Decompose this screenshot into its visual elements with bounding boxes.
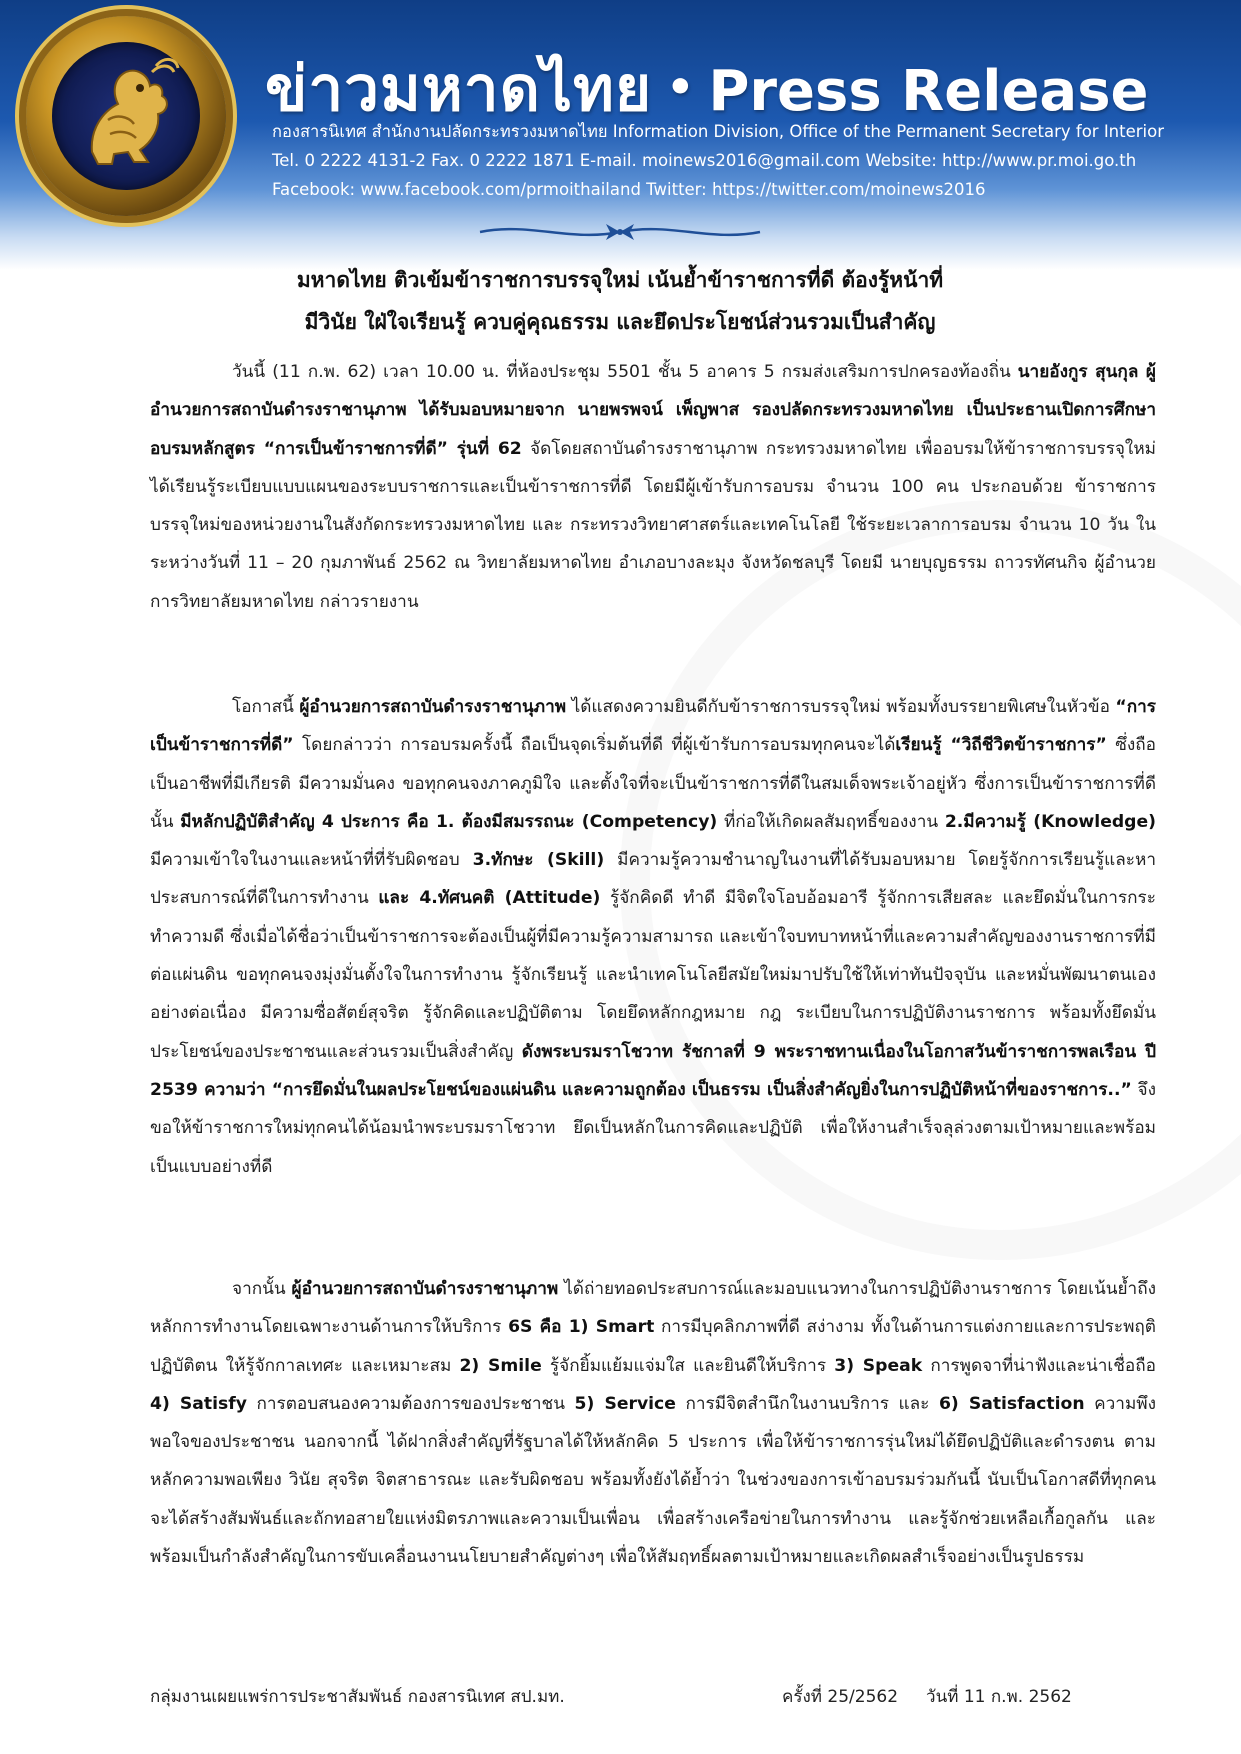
bold-span: และ 4.ทัศนคติ (Attitude): [378, 888, 601, 909]
text-span: จึงขอให้ข้าราชการใหม่ทุกคนได้น้อมนำพระบรมราโชวาท ยึดเป็นหลักในการคิดและปฏิบัติ เพื่อให้งานสำเร็จลุล่วงตามเป้าหมายและพร้อมเป็นแบบอย่างที่ดี: [150, 1079, 1156, 1177]
text-span: จัดโดยสถาบันดำรงราชานุภาพ กระทรวงมหาดไทย เพื่ออบรมให้ข้าราชการบรรจุใหม่ได้เรียนรู้ระเบียบแบบแผนของระบบราชการและเป็นข้าราชการที่ดี โดยมีผู้เข้ารับการอบรม จำนวน 100 คน ประกอบด้วย ข้าราชการบรรจุใหม่ของหน่วยงานในสังกัดกระทรวงมหาดไทย และ กระทรวงวิทยาศาสตร์และเทคโนโลยี ใช้ระยะเวลาการอบรม จำนวน 10 วัน ในระหว่างวันที่ 11 – 20 กุมภาพันธ์ 2562 ณ วิทยาลัยมหาดไทย อำเภอบางละมุง จังหวัดชลบุรี โดยมี นายบุญธรรม ถาวรทัศนกิจ ผู้อำนวยการวิทยาลัยมหาดไทย กล่าวรายงาน: [150, 438, 1156, 612]
text-span: ที่ก่อให้เกิดผลสัมฤทธิ์ของงาน: [717, 811, 945, 832]
text-span: การมีจิตสำนึกในงานบริการ และ: [675, 1393, 939, 1414]
contact-line: Tel. 0 2222 4131-2 Fax. 0 2222 1871 E-mail. moinews2016@gmail.com Website: http://www.pr.moi.go.th: [272, 151, 1137, 170]
bold-span: ผู้อำนวยการสถาบันดำรงราชานุภาพ: [291, 1279, 559, 1299]
bold-span: 5) Service: [574, 1393, 676, 1414]
text-span: รู้จักคิดดี ทำดี มีจิตใจโอบอ้อมอารี รู้จักการเสียสละ และยึดมั่นในการกระทำความดี ซึ่งเมื่อได้ชื่อว่าเป็นข้าราชการจะต้องเป็นผู้ที่มีความรู้ความสามารถ และเข้าใจบทบาทหน้าที่และความสำคัญของงานราชการที่มีต่อแผ่นดิน ขอทุกคนจงมุ่งมั่นตั้งใจในการทำงาน รู้จักเรียนรู้ และนำเทคโนโลยีสมัยใหม่มาปรับใช้ให้เท่าทันปัจจุบัน และหมั่นพัฒนาตนเองอย่างต่อเนื่อง มีความซื่อสัตย์สุจริต รู้จักคิดและปฏิบัติตาม โดยยึดหลักกฎหมาย กฎ ระเบียบในการปฏิบัติงานราชการ พร้อมทั้งยึดมั่นประโยชน์ของประชาชนและส่วนรวมเป็นสิ่งสำคัญ: [150, 888, 1156, 1062]
bold-span: ผู้อำนวยการสถาบันดำรงราชานุภาพ: [299, 697, 567, 717]
header-banner: [0, 0, 1241, 270]
bold-span: เรียนรู้ “วิถีชีวิตข้าราชการ”: [895, 735, 1107, 756]
text-span: ความพึงพอใจของประชาชน นอกจากนี้ ได้ฝากสิ่งสำคัญที่รัฐบาลได้ให้หลักคิด 5 ประการ เพื่อให้ข้าราชการรุ่นใหม่ได้ยึดปฏิบัติและดำรงตน ตามหลักความพอเพียง วินัย สุจริต จิตสาธารณะ และรับผิดชอบ พร้อมทั้งยังได้ย้ำว่า ในช่วงของการเข้าอบรมร่วมกันนี้ นับเป็นโอกาสดีที่ทุกคนจะได้สร้างสัมพันธ์และถักทอสายใยแห่งมิตรภาพและความเป็นเพื่อน เพื่อสร้างเครือข่ายในการทำงาน และรู้จักช่วยเหลือเกื้อกูลกัน และพร้อมเป็นกำลังสำคัญในการขับเคลื่อนงานนโยบายสำคัญต่างๆ เพื่อให้สัมฤทธิ์ผลตามเป้าหมายและเกิดผลสำเร็จอย่างเป็นรูปธรรม: [150, 1393, 1157, 1568]
ornament-divider-icon: [470, 218, 770, 246]
text-span: มีความรู้ความชำนาญในงานที่ได้รับมอบหมาย โดยรู้จักการเรียนรู้และหาประสบการณ์ที่ดีในการทำงาน: [150, 850, 1156, 909]
bold-span: 2.มีความรู้ (Knowledge): [944, 811, 1156, 832]
headline-line-1: มหาดไทย ติวเข้มข้าราชการบรรจุใหม่ เน้นย้ำข้าราชการที่ดี ต้องรู้หน้าที่: [296, 268, 944, 292]
footer-department: กลุ่มงานเผยแพร่การประชาสัมพันธ์ กองสารนิเทศ สป.มท.: [150, 1687, 565, 1707]
text-span: การตอบสนองความต้องการของประชาชน: [246, 1393, 575, 1414]
paragraph-3: [150, 1270, 1156, 1576]
text-span: ได้ถ่ายทอดประสบการณ์และมอบแนวทางในการปฏิบัติงานราชการ โดยเน้นย้ำถึงหลักการทำงานโดยเฉพาะงานด้านการให้บริการ: [150, 1279, 1156, 1338]
paragraph-1: [150, 353, 1156, 621]
bold-span: 4) Satisfy: [150, 1393, 247, 1414]
issue-number: ครั้งที่ 25/2562: [782, 1687, 899, 1707]
headline-line-2: มีวินัย ใฝ่ใจเรียนรู้ ควบคู่คุณธรรม และยึดประโยชน์ส่วนรวมเป็นสำคัญ: [304, 310, 936, 334]
text-span: ได้แสดงความยินดีกับข้าราชการบรรจุใหม่ พร้อมทั้งบรรยายพิเศษในหัวข้อ: [566, 697, 1116, 717]
text-span: วันนี้ (11 ก.พ. 62) เวลา 10.00 น. ที่ห้องประชุม 5501 ชั้น 5 อาคาร 5 กรมส่งเสริมการปกครองท้องถิ่น: [232, 362, 1018, 382]
text-span: การพูดจาที่น่าฟังและน่าเชื่อถือ: [922, 1355, 1156, 1376]
bold-span: 6) Satisfaction: [938, 1393, 1085, 1414]
footer-issue-date: [782, 1683, 1100, 1710]
bold-span: มีหลักปฏิบัติสำคัญ 4 ประการ คือ 1. ต้องมีสมรรถนะ (Competency): [180, 811, 718, 832]
text-span: รู้จักยิ้มแย้มแจ่มใส และยินดีให้บริการ: [541, 1355, 835, 1376]
text-span: มีความเข้าใจในงานและหน้าที่ที่รับผิดชอบ: [150, 850, 473, 871]
title-separator: •: [666, 62, 695, 113]
social-line: Facebook: www.facebook.com/prmoithailand Twitter: https://twitter.com/moinews2016: [272, 180, 986, 199]
bold-span: “การเป็นข้าราชการที่ดี”: [150, 697, 1156, 756]
release-date: วันที่ 11 ก.พ. 2562: [926, 1687, 1072, 1707]
text-span: โดยกล่าวว่า การอบรมครั้งนี้ ถือเป็นจุดเริ่มต้นที่ดี ที่ผู้เข้ารับการอบรมทุกคนจะได้: [293, 735, 896, 756]
bold-span: 2) Smile: [459, 1355, 542, 1376]
office-name: กองสารนิเทศ สำนักงานปลัดกระทรวงมหาดไทย Information Division, Office of the Permanent Secretary for Interior: [272, 122, 1165, 141]
paragraph-2: [150, 688, 1156, 1186]
text-span: การมีบุคลิกภาพที่ดี สง่างาม ทั้งในด้านการแต่งกายและการประพฤติปฏิบัติตน ให้รู้จักกาลเทศะ และเหมาะสม: [150, 1317, 1156, 1376]
text-span: โอกาสนี้: [232, 697, 300, 717]
title-thai: ข่าวมหาดไทย: [265, 52, 653, 125]
title-english: Press Release: [708, 59, 1149, 124]
bold-span: นายอังกูร สุนกุล ผู้อำนวยการสถาบันดำรงราชานุภาพ ได้รับมอบหมายจาก นายพรพจน์ เพ็ญพาส รองปลัดกระทรวงมหาดไทย เป็นประธานเปิดการศึกษาอบรมหลักสูตร “การเป็นข้าราชการที่ดี” รุ่นที่ 62: [150, 362, 1156, 459]
bold-span: 3) Speak: [834, 1355, 923, 1376]
text-span: ซึ่งถือเป็นอาชีพที่มีเกียรติ มีความมั่นคง ขอทุกคนจงภาคภูมิใจ และตั้งใจที่จะเป็นข้าราชการที่ดีในสมเด็จพระเจ้าอยู่หัว ซึ่งการเป็นข้าราชการที่ดีนั้น: [150, 735, 1156, 832]
ministry-seal-icon: [26, 16, 226, 216]
bold-span: 3.ทักษะ (Skill): [472, 850, 605, 871]
bold-span: ดังพระบรมราโชวาท รัชกาลที่ 9 พระราชทานเนื่องในโอกาสวันข้าราชการพลเรือน ปี 2539 ความว่า “การยึดมั่นในผลประโยชน์ของแผ่นดิน และความถูกต้อง เป็นธรรม เป็นสิ่งสำคัญยิ่งในการปฏิบัติหน้าที่ของราชการ..”: [150, 1041, 1156, 1100]
bold-span: 6S คือ 1) Smart: [508, 1317, 655, 1338]
text-span: จากนั้น: [232, 1279, 292, 1299]
